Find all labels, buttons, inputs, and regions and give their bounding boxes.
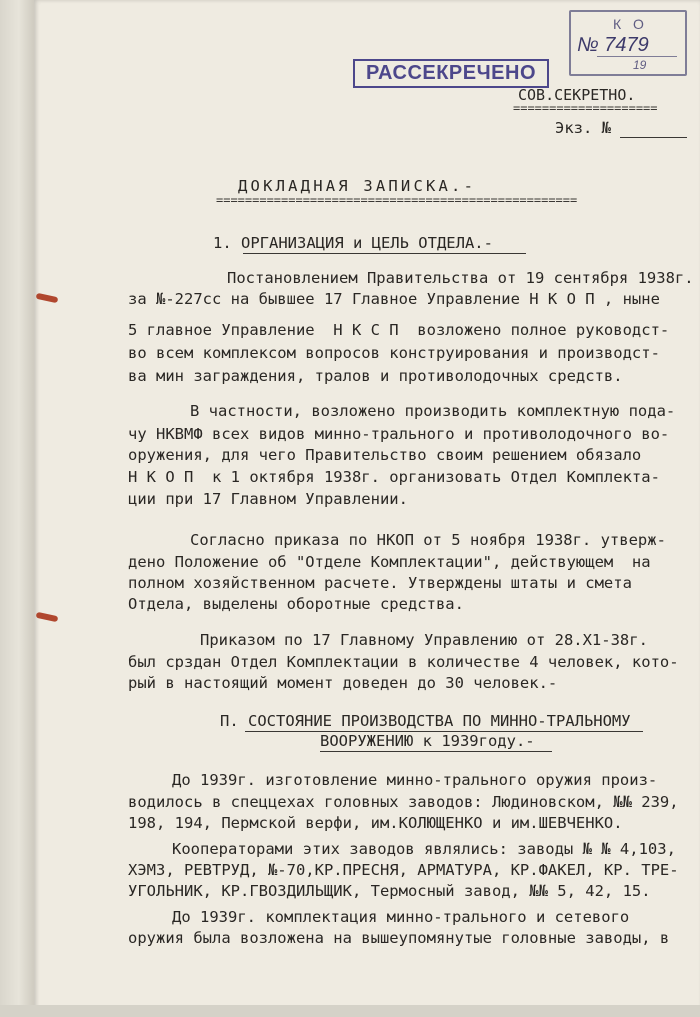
archive-stamp — [569, 10, 687, 76]
page-bottom-edge — [0, 1005, 700, 1017]
paragraph-line: во всем комплексом вопросов конструирования и производст- — [128, 344, 660, 362]
section-2-underline — [320, 751, 552, 752]
paragraph-line: Отдела, выделены оборотные средства. — [128, 595, 464, 613]
paragraph-line: В частности, возложено производить комплектную пода- — [190, 402, 676, 420]
secrecy-rule: ==================== — [513, 101, 658, 115]
paragraph-line: полном хозяйственном расчете. Утверждены штаты и смета — [128, 574, 632, 592]
paragraph-line: дено Положение об "Отделе Комплектации", действующем на — [128, 553, 651, 571]
paragraph-line: ва мин заграждения, тралов и противолодочных средств. — [128, 367, 623, 385]
archive-stamp-rule — [597, 56, 677, 57]
declassified-stamp: РАССЕКРЕЧЕНО — [353, 59, 549, 88]
paragraph-line: 5 главное Управление Н К С П возложено полное руководст- — [128, 321, 670, 339]
paragraph-line: был срздан Отдел Комплектации в количестве 4 человек, кото- — [128, 653, 679, 671]
copy-number-label: Экз. № — [555, 119, 611, 137]
document-title: ДОКЛАДНАЯ ЗАПИСКА.- — [238, 177, 477, 195]
page-left-edge — [0, 0, 34, 1017]
section-1-heading: 1. ОРГАНИЗАЦИЯ и ЦЕЛЬ ОТДЕЛА.- — [213, 234, 493, 252]
section-2-heading: П. СОСТОЯНИЕ ПРОИЗВОДСТВА ПО МИННО-ТРАЛЬНОМУ — [220, 712, 631, 730]
paragraph-line: Н К О П к 1 октября 1938г. организовать Отдел Комплекта- — [128, 468, 660, 486]
secrecy-label: СОВ.СЕКРЕТНО. — [518, 86, 636, 104]
paragraph-line: оружения, для чего Правительство своим решением обязало — [128, 446, 642, 464]
paragraph-line: рый в настоящий момент доведен до 30 человек.- — [128, 674, 558, 692]
copy-number-blank — [620, 137, 687, 138]
paragraph-line: Постановлением Правительства от 19 сентября 1938г. — [227, 269, 694, 287]
section-1-underline — [243, 253, 526, 254]
archive-stamp-number: № 7479 — [577, 34, 649, 56]
paragraph-line: 198, 194, Пермской верфи, им.КОЛЮЩЕНКО и им.ШЕВЧЕНКО. — [128, 814, 623, 832]
paragraph-line: водилось в спеццехах головных заводов: Людиновском, №№ 239, — [128, 793, 679, 811]
paragraph-line: оружия была возложена на вышеупомянутые головные заводы, в — [128, 929, 670, 947]
paragraph-line: До 1939г. изготовление минно-трального оружия произ- — [172, 771, 658, 789]
paragraph-line: До 1939г. комплектация минно-трального и сетевого — [172, 908, 630, 926]
title-rule: ================================================== — [216, 193, 578, 207]
paragraph-line: за №-227сс на бывшее 17 Главное Управление Н К О П , ныне — [128, 290, 660, 308]
paragraph-line: Приказом по 17 Главному Управлению от 28.Х1-38г. — [200, 631, 648, 649]
paragraph-line: ХЭМЗ, РЕВТРУД, №-70,КР.ПРЕСНЯ, АРМАТУРА, КР.ФАКЕЛ, КР. ТРЕ- — [128, 861, 679, 879]
section-2-heading-cont: ВООРУЖЕНИЮ к 1939году.- — [320, 732, 535, 750]
paragraph-line: Согласно приказа по НКОП от 5 ноября 1938г. утверж- — [190, 531, 666, 549]
paragraph-line: ции при 17 Главном Управлении. — [128, 490, 408, 508]
paragraph-line: УГОЛЬНИК, КР.ГВОЗДИЛЬЩИК, Термосный завод, №№ 5, 42, 15. — [128, 882, 651, 900]
archive-stamp-top: К О — [613, 16, 648, 32]
paragraph-line: Кооператорами этих заводов являлись: заводы № № 4,103, — [172, 840, 676, 858]
paragraph-line: чу НКВМФ всех видов минно-трального и противолодочного во- — [128, 425, 670, 443]
archive-stamp-bottom: 19 — [633, 58, 647, 72]
